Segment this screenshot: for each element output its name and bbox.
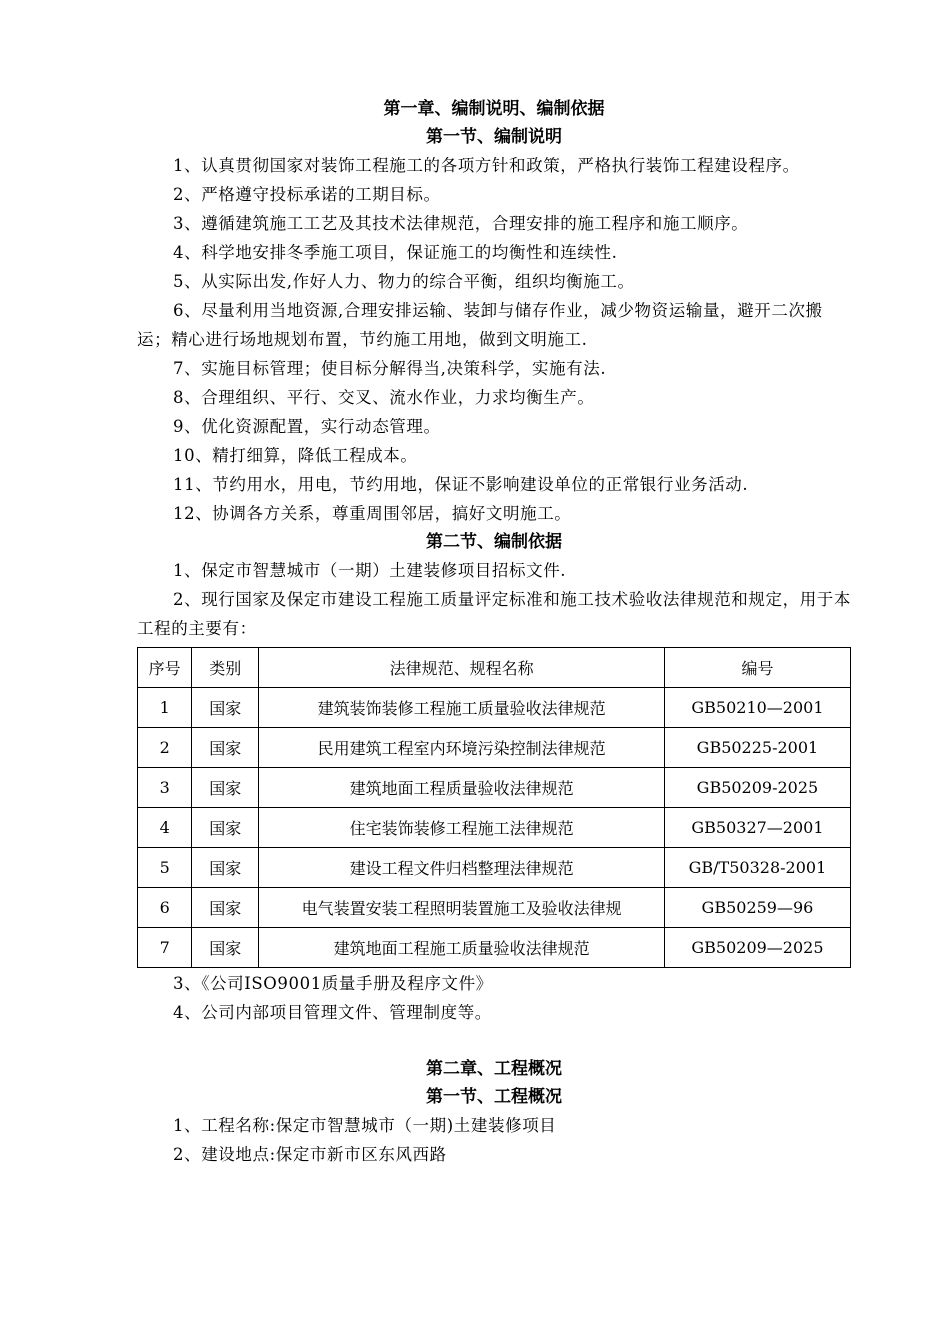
table-row	[138, 688, 851, 728]
list-item: 3、遵循建筑施工工艺及其技术法律规范，合理安排的施工程序和施工顺序。	[173, 214, 749, 233]
header-cell-no: 序号	[138, 648, 192, 688]
table-cell: 7	[138, 928, 192, 968]
table-cell: 国家	[192, 808, 259, 848]
list-item: 8、合理组织、平行、交叉、流水作业，力求均衡生产。	[173, 388, 595, 407]
list-item: 11、节约用水，用电，节约用地，保证不影响建设单位的正常银行业务活动.	[173, 475, 749, 494]
list-item: 5、从实际出发,作好人力、物力的综合平衡，组织均衡施工。	[173, 272, 635, 291]
table-cell: GB50327—2001	[664, 808, 850, 848]
section-title: 第一节、编制说明	[426, 127, 562, 147]
header-cell-name: 法律规范、规程名称	[259, 648, 665, 688]
table-cell: 国家	[192, 888, 259, 928]
table-row	[138, 848, 851, 888]
list-item: 2、建设地点:保定市新市区东风西路	[173, 1145, 447, 1164]
list-item: 1、工程名称:保定市智慧城市（一期)土建装修项目	[173, 1116, 557, 1135]
table-cell: GB50209-2025	[664, 768, 850, 808]
table-cell: 建设工程文件归档整理法律规范	[259, 848, 665, 888]
table-header-row	[138, 648, 851, 688]
list-item: 1、保定市智慧城市（一期）土建装修项目招标文件.	[173, 561, 567, 580]
table-cell: 建筑地面工程质量验收法律规范	[259, 768, 665, 808]
chapter-title: 第二章、工程概况	[426, 1059, 562, 1079]
table-cell: 4	[138, 808, 192, 848]
table-cell: 民用建筑工程室内环境污染控制法律规范	[259, 728, 665, 768]
table-cell: 国家	[192, 928, 259, 968]
list-item: 3、《公司ISO9001质量手册及程序文件》	[173, 974, 493, 993]
table-cell: 建筑地面工程施工质量验收法律规范	[259, 928, 665, 968]
table-cell: 住宅装饰装修工程施工法律规范	[259, 808, 665, 848]
table-row	[138, 728, 851, 768]
list-item: 7、实施目标管理；使目标分解得当,决策科学，实施有法.	[173, 359, 607, 378]
list-item: 4、科学地安排冬季施工项目，保证施工的均衡性和连续性.	[173, 243, 618, 262]
header-cell-category: 类别	[192, 648, 259, 688]
list-item: 2、现行国家及保定市建设工程施工质量评定标准和施工技术验收法律规范和规定，用于本工程的主要有：	[137, 590, 851, 638]
document-page	[137, 95, 851, 1169]
list-item: 12、协调各方关系，尊重周围邻居，搞好文明施工。	[173, 504, 572, 523]
table-cell: GB50210—2001	[664, 688, 850, 728]
list-item: 1、认真贯彻国家对装饰工程施工的各项方针和政策，严格执行装饰工程建设程序。	[173, 156, 800, 175]
list-item: 2、严格遵守投标承诺的工期目标。	[173, 185, 441, 204]
table-row	[138, 888, 851, 928]
table-row	[138, 808, 851, 848]
table-cell: 国家	[192, 848, 259, 888]
list-item: 6、尽量利用当地资源,合理安排运输、装卸与储存作业，减少物资运输量，避开二次搬运；精心进行场地规划布置，节约施工用地，做到文明施工.	[137, 301, 823, 349]
table-cell: 建筑装饰装修工程施工质量验收法律规范	[259, 688, 665, 728]
table-cell: 2	[138, 728, 192, 768]
list-item: 10、精打细算，降低工程成本。	[173, 446, 418, 465]
section-title: 第二节、编制依据	[426, 532, 562, 552]
table-cell: GB50225-2001	[664, 728, 850, 768]
table-cell: GB50209—2025	[664, 928, 850, 968]
table-cell: 国家	[192, 768, 259, 808]
section-title: 第一节、工程概况	[426, 1087, 562, 1107]
table-row	[138, 928, 851, 968]
header-cell-code: 编号	[664, 648, 850, 688]
table-cell: 6	[138, 888, 192, 928]
table-cell: GB/T50328-2001	[664, 848, 850, 888]
table-row	[138, 768, 851, 808]
table-cell: 3	[138, 768, 192, 808]
list-item: 4、公司内部项目管理文件、管理制度等。	[173, 1003, 492, 1022]
table-cell: GB50259—96	[664, 888, 850, 928]
table-cell: 1	[138, 688, 192, 728]
table-cell: 5	[138, 848, 192, 888]
table-cell: 国家	[192, 688, 259, 728]
table-cell: 电气装置安装工程照明装置施工及验收法律规	[259, 888, 665, 928]
spacer	[137, 1027, 851, 1055]
table-cell: 国家	[192, 728, 259, 768]
list-item: 9、优化资源配置，实行动态管理。	[173, 417, 441, 436]
chapter-title: 第一章、编制说明、编制依据	[383, 99, 605, 119]
standards-table	[137, 647, 851, 968]
